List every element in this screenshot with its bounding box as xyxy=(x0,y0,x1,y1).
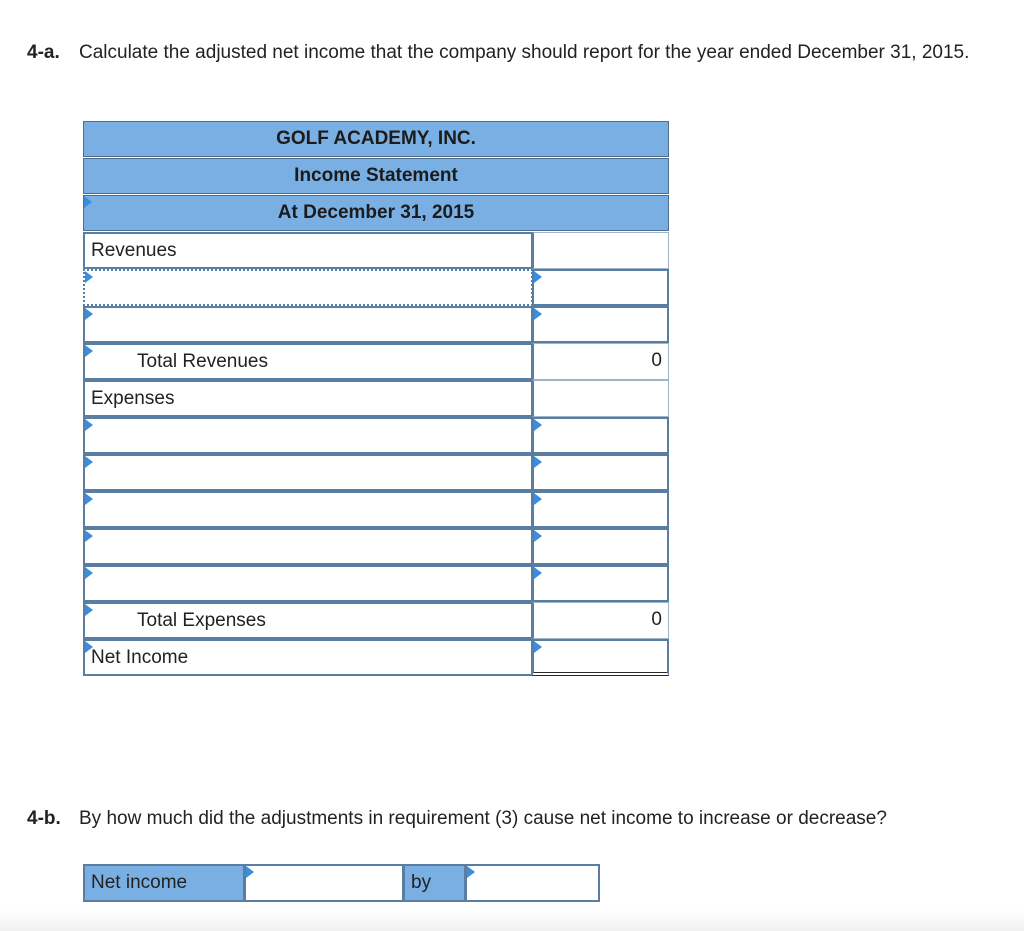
expense-amount-input[interactable] xyxy=(532,491,669,528)
revenue-amount-input[interactable] xyxy=(532,306,669,343)
expense-amount-input[interactable] xyxy=(532,454,669,491)
dropdown-marker-icon xyxy=(85,493,93,505)
dropdown-marker-icon xyxy=(534,493,542,505)
dropdown-marker-icon xyxy=(534,567,542,579)
question-4b xyxy=(27,807,887,831)
question-number: 4-a. xyxy=(27,42,60,63)
expenses-label: Expenses xyxy=(83,380,533,417)
dropdown-marker-icon xyxy=(85,271,93,283)
total-expenses-label: Total Expenses xyxy=(137,610,266,631)
dropdown-marker-icon xyxy=(85,456,93,468)
question-number: 4-b. xyxy=(27,808,61,829)
total-expenses-row xyxy=(83,602,669,639)
expense-line xyxy=(83,528,669,565)
revenue-amount-input[interactable] xyxy=(532,269,669,306)
expense-account-select[interactable] xyxy=(83,454,533,491)
revenue-account-select[interactable] xyxy=(83,306,533,343)
expense-line xyxy=(83,417,669,454)
dropdown-marker-icon xyxy=(534,530,542,542)
increase-decrease-select[interactable] xyxy=(244,864,404,902)
revenue-account-select[interactable] xyxy=(83,269,533,306)
company-name: GOLF ACADEMY, INC. xyxy=(83,121,669,157)
expense-account-select[interactable] xyxy=(83,491,533,528)
total-revenues-row xyxy=(83,343,669,380)
expenses-blank xyxy=(532,380,669,417)
dropdown-marker-icon xyxy=(85,419,93,431)
dropdown-marker-icon xyxy=(85,345,93,357)
revenue-line xyxy=(83,269,669,306)
total-expenses-select[interactable] xyxy=(83,602,533,639)
total-expenses-value: 0 xyxy=(532,602,669,639)
expenses-row xyxy=(83,380,669,417)
expense-account-select[interactable] xyxy=(83,417,533,454)
expense-amount-input[interactable] xyxy=(532,417,669,454)
net-income-change-row xyxy=(83,864,600,902)
revenues-blank xyxy=(532,232,669,269)
revenue-line xyxy=(83,306,669,343)
dropdown-marker-icon xyxy=(84,196,92,208)
statement-date: At December 31, 2015 xyxy=(277,202,475,223)
net-income-row xyxy=(83,639,669,676)
revenues-row xyxy=(83,232,669,269)
dropdown-marker-icon xyxy=(85,604,93,616)
net-income-label: Net Income xyxy=(91,647,189,668)
dropdown-marker-icon xyxy=(85,308,93,320)
total-revenues-value: 0 xyxy=(532,343,669,380)
dropdown-marker-icon xyxy=(534,641,542,653)
net-income-select[interactable] xyxy=(83,639,533,676)
dropdown-marker-icon xyxy=(85,641,93,653)
dropdown-marker-icon xyxy=(467,866,475,878)
statement-title: Income Statement xyxy=(83,158,669,194)
total-revenues-label: Total Revenues xyxy=(137,351,268,372)
dropdown-marker-icon xyxy=(534,271,542,283)
expense-account-select[interactable] xyxy=(83,565,533,602)
expense-line xyxy=(83,491,669,528)
change-amount-input[interactable] xyxy=(465,864,600,902)
dropdown-marker-icon xyxy=(85,567,93,579)
expense-line xyxy=(83,454,669,491)
dropdown-marker-icon xyxy=(85,530,93,542)
question-text: Calculate the adjusted net income that the company should report for the year ended December 31, 2015. xyxy=(79,42,970,63)
net-income-change-label: Net income xyxy=(83,864,245,902)
total-revenues-select[interactable] xyxy=(83,343,533,380)
expense-amount-input[interactable] xyxy=(532,565,669,602)
dropdown-marker-icon xyxy=(534,456,542,468)
question-4a xyxy=(27,41,1009,65)
page-bottom-edge xyxy=(0,909,1024,931)
dropdown-marker-icon xyxy=(534,308,542,320)
net-income-amount-input[interactable] xyxy=(532,639,669,676)
question-text: By how much did the adjustments in requirement (3) cause net income to increase or decrease? xyxy=(79,808,887,829)
expense-line xyxy=(83,565,669,602)
statement-date-select[interactable] xyxy=(83,195,669,231)
expense-amount-input[interactable] xyxy=(532,528,669,565)
dropdown-marker-icon xyxy=(534,419,542,431)
dropdown-marker-icon xyxy=(246,866,254,878)
expense-account-select[interactable] xyxy=(83,528,533,565)
revenues-label: Revenues xyxy=(83,232,533,269)
by-label: by xyxy=(403,864,466,902)
